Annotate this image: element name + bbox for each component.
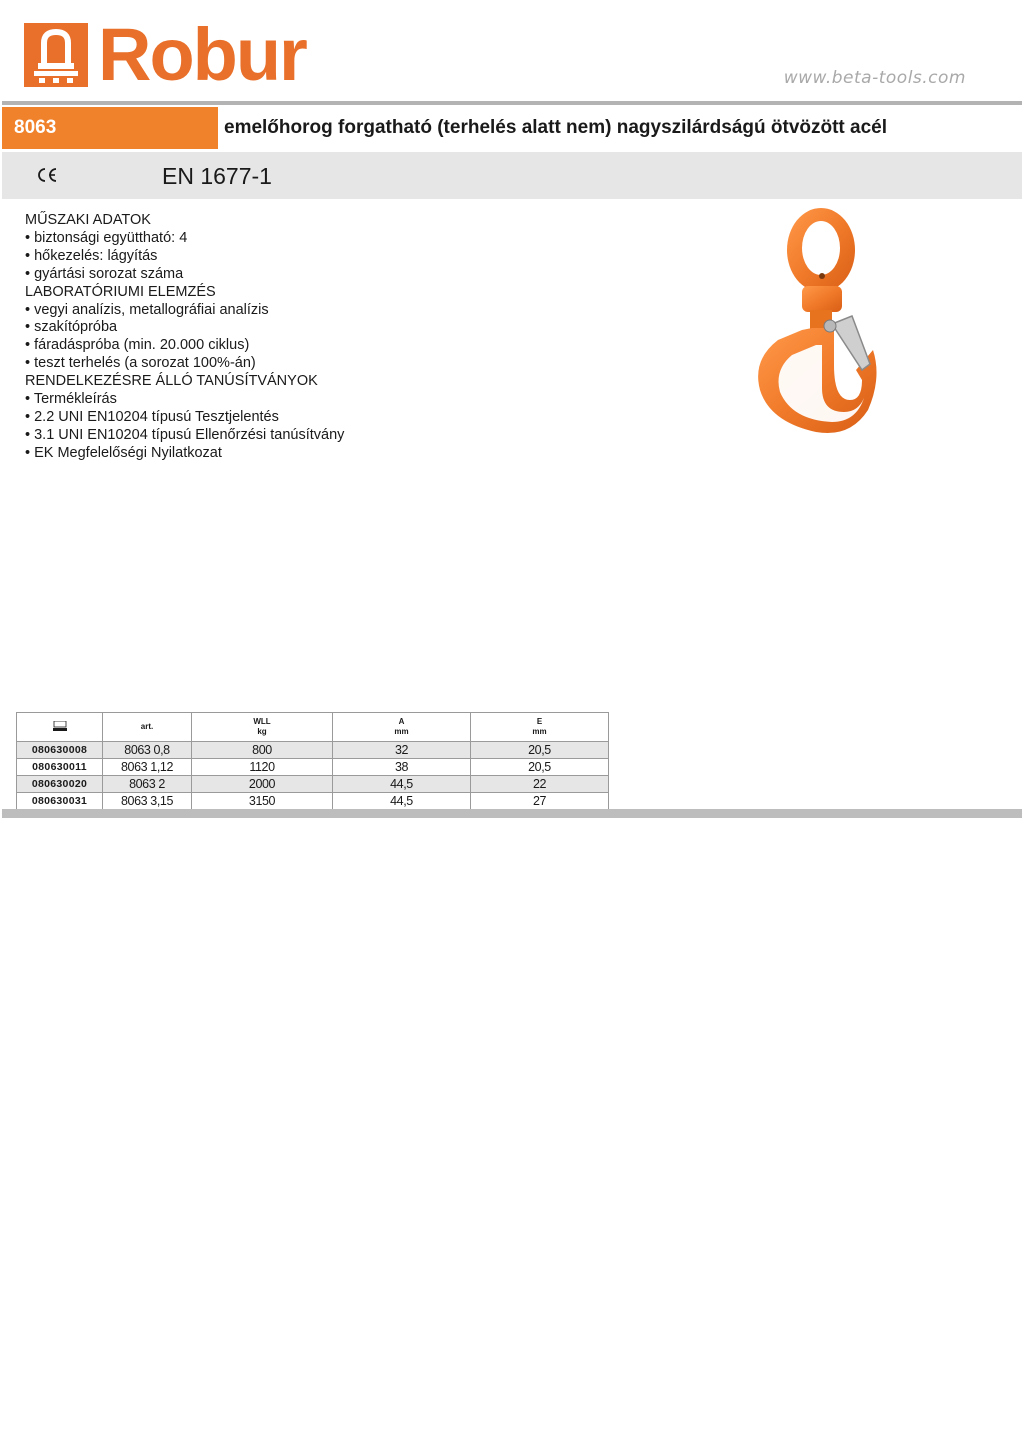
spec-line: RENDELKEZÉSRE ÁLLÓ TANÚSÍTVÁNYOK xyxy=(25,373,318,390)
cell-code: 080630011 xyxy=(17,759,103,776)
spec-line: • biztonsági együttható: 4 xyxy=(25,229,188,246)
title-bar xyxy=(2,107,1022,149)
spec-line: • 2.2 UNI EN10204 típusú Tesztjelentés xyxy=(25,408,279,425)
header-line: A xyxy=(398,717,405,726)
column-header-art xyxy=(103,713,192,742)
product-title: emelőhorog forgatható (terhelés alatt nem) nagyszilárdságú ötvözött acél xyxy=(224,117,888,138)
cell-e: 20,5 xyxy=(471,742,609,759)
spec-line: • teszt terhelés (a sorozat 100%-án) xyxy=(25,355,256,372)
cell-wll: 800 xyxy=(192,742,333,759)
spec-line: • szakítópróba xyxy=(25,319,118,336)
brand-name: Robur xyxy=(98,13,306,96)
table-row xyxy=(17,742,609,759)
table-row xyxy=(17,793,609,810)
spec-line: MŰSZAKI ADATOK xyxy=(25,212,151,228)
cell-e: 27 xyxy=(471,793,609,810)
website-link[interactable]: www.beta-tools.com xyxy=(783,68,966,88)
spec-line: • hőkezelés: lágyítás xyxy=(25,247,158,264)
header-line: E xyxy=(536,717,543,726)
cell-wll: 2000 xyxy=(192,776,333,793)
header-line: WLL xyxy=(253,717,271,726)
column-header-a xyxy=(333,713,471,742)
header-line: art. xyxy=(140,722,154,731)
cell-e: 20,5 xyxy=(471,759,609,776)
header-line: mm xyxy=(394,727,409,736)
table-row xyxy=(17,759,609,776)
standard-norm: EN 1677-1 xyxy=(162,163,272,189)
table-header-row xyxy=(17,713,609,742)
column-header-e xyxy=(471,713,609,742)
column-header-wll xyxy=(192,713,333,742)
header-divider xyxy=(2,101,1022,105)
cell-wll: 1120 xyxy=(192,759,333,776)
specification-table xyxy=(16,712,609,810)
cell-a: 38 xyxy=(333,759,471,776)
footer-divider xyxy=(2,809,1022,818)
spec-line: • gyártási sorozat száma xyxy=(25,265,184,282)
cell-e: 22 xyxy=(471,776,609,793)
spec-line: • 3.1 UNI EN10204 típusú Ellenőrzési tanúsítvány xyxy=(25,426,345,443)
spec-list xyxy=(25,212,344,463)
cell-a: 44,5 xyxy=(333,776,471,793)
cell-art: 8063 0,8 xyxy=(103,742,192,759)
ce-mark-icon xyxy=(36,166,58,188)
brand-logo xyxy=(24,13,306,96)
spec-line: • Termékleírás xyxy=(25,391,117,408)
swivel-hook-image xyxy=(740,200,890,450)
cell-art: 8063 2 xyxy=(103,776,192,793)
data-table xyxy=(16,712,609,810)
cell-art: 8063 1,12 xyxy=(103,759,192,776)
spec-line: • vegyi analízis, metallográfiai analízis xyxy=(25,301,269,318)
column-header-code xyxy=(17,713,103,742)
product-code: 8063 xyxy=(2,107,218,149)
barcode-icon xyxy=(53,724,67,733)
cell-code: 080630020 xyxy=(17,776,103,793)
spec-line: • EK Megfelelőségi Nyilatkozat xyxy=(25,444,222,461)
spec-line: LABORATÓRIUMI ELEMZÉS xyxy=(25,283,216,300)
table-row xyxy=(17,776,609,793)
header-line: mm xyxy=(532,727,547,736)
cell-art: 8063 3,15 xyxy=(103,793,192,810)
cell-wll: 3150 xyxy=(192,793,333,810)
standard-bar xyxy=(2,152,1022,199)
spec-line: • fáradáspróba (min. 20.000 ciklus) xyxy=(25,337,250,354)
header-line: kg xyxy=(257,727,267,736)
cell-code: 080630008 xyxy=(17,742,103,759)
robur-logo-icon xyxy=(24,23,88,87)
cell-a: 44,5 xyxy=(333,793,471,810)
cell-code: 080630031 xyxy=(17,793,103,810)
cell-a: 32 xyxy=(333,742,471,759)
